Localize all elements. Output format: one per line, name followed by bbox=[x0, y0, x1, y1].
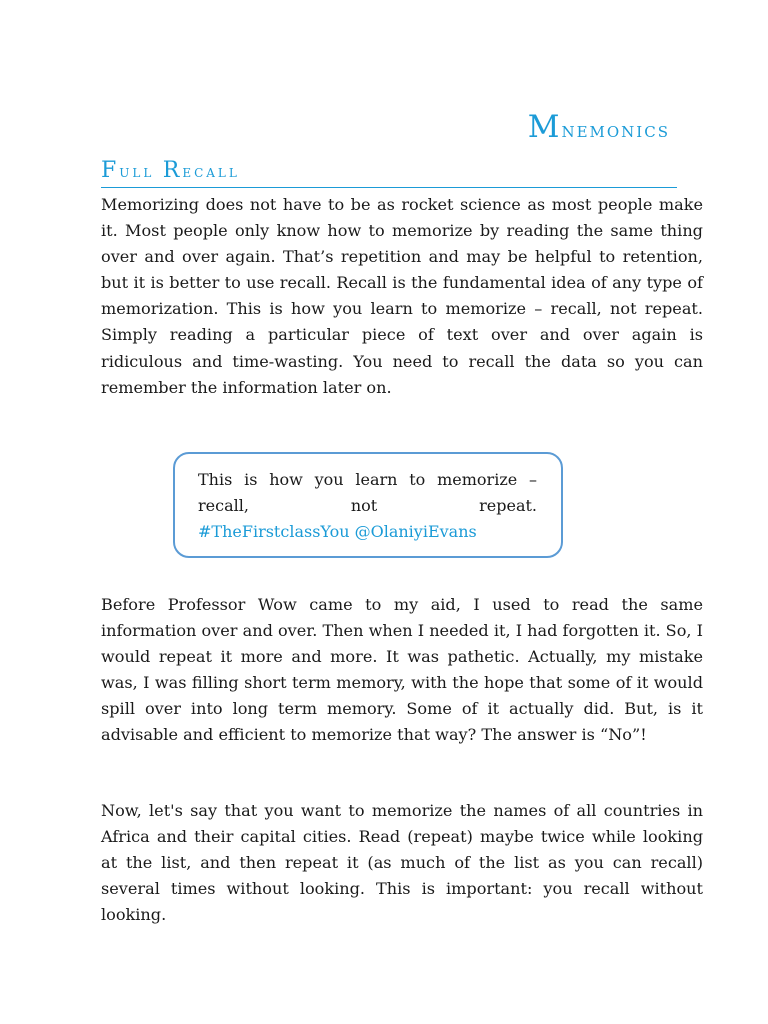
section-heading-underline bbox=[101, 187, 677, 188]
section-heading-rest-1: ull bbox=[119, 162, 163, 182]
section-heading-initial-1: F bbox=[101, 158, 120, 183]
section-heading bbox=[101, 160, 240, 182]
body-paragraph-3: Now, let's say that you want to memorize the names of all countries in Africa and their capital cities. Read (repeat) maybe twice while looking at the list, and then repeat it (as much of the list as you can recall) several times without looking. This is important: you recall without looking. bbox=[101, 801, 703, 925]
body-paragraph-2: Before Professor Wow came to my aid, I used to read the same information over and over. Then when I needed it, I had forgotten it. So, I would repeat it more and more. It was pathetic. Actually, my mistake was, I was filling short term memory, with the hope that some of it would spill over into long term memory. Some of it actually did. But, is it advisable and efficient to memorize that way? The answer is “No”! bbox=[101, 595, 703, 745]
section-heading-initial-2: R bbox=[162, 158, 183, 183]
chapter-title-initial: M bbox=[527, 109, 562, 145]
body-paragraph-1: Memorizing does not have to be as rocket science as most people make it. Most people only know how to memorize by reading the same thing over and over again. That’s repetition and may be helpful to retention, but it is better to use recall. Recall is the fundamental idea of any type of memorization. This is how you learn to memorize – recall, not repeat. Simply reading a particular piece of text over and over again is ridiculous and time-wasting. You need to recall the data so you can remember the information later on. bbox=[101, 195, 703, 397]
chapter-title bbox=[0, 109, 670, 145]
pull-quote-hashtags[interactable]: #TheFirstclassYou @OlaniyiEvans bbox=[198, 522, 477, 541]
pull-quote-box bbox=[173, 452, 563, 558]
chapter-title-rest: nemonics bbox=[561, 118, 670, 143]
section-heading-rest-2: ecall bbox=[182, 162, 240, 182]
pull-quote-text: This is how you learn to memorize – recall, not repeat. bbox=[198, 470, 537, 515]
